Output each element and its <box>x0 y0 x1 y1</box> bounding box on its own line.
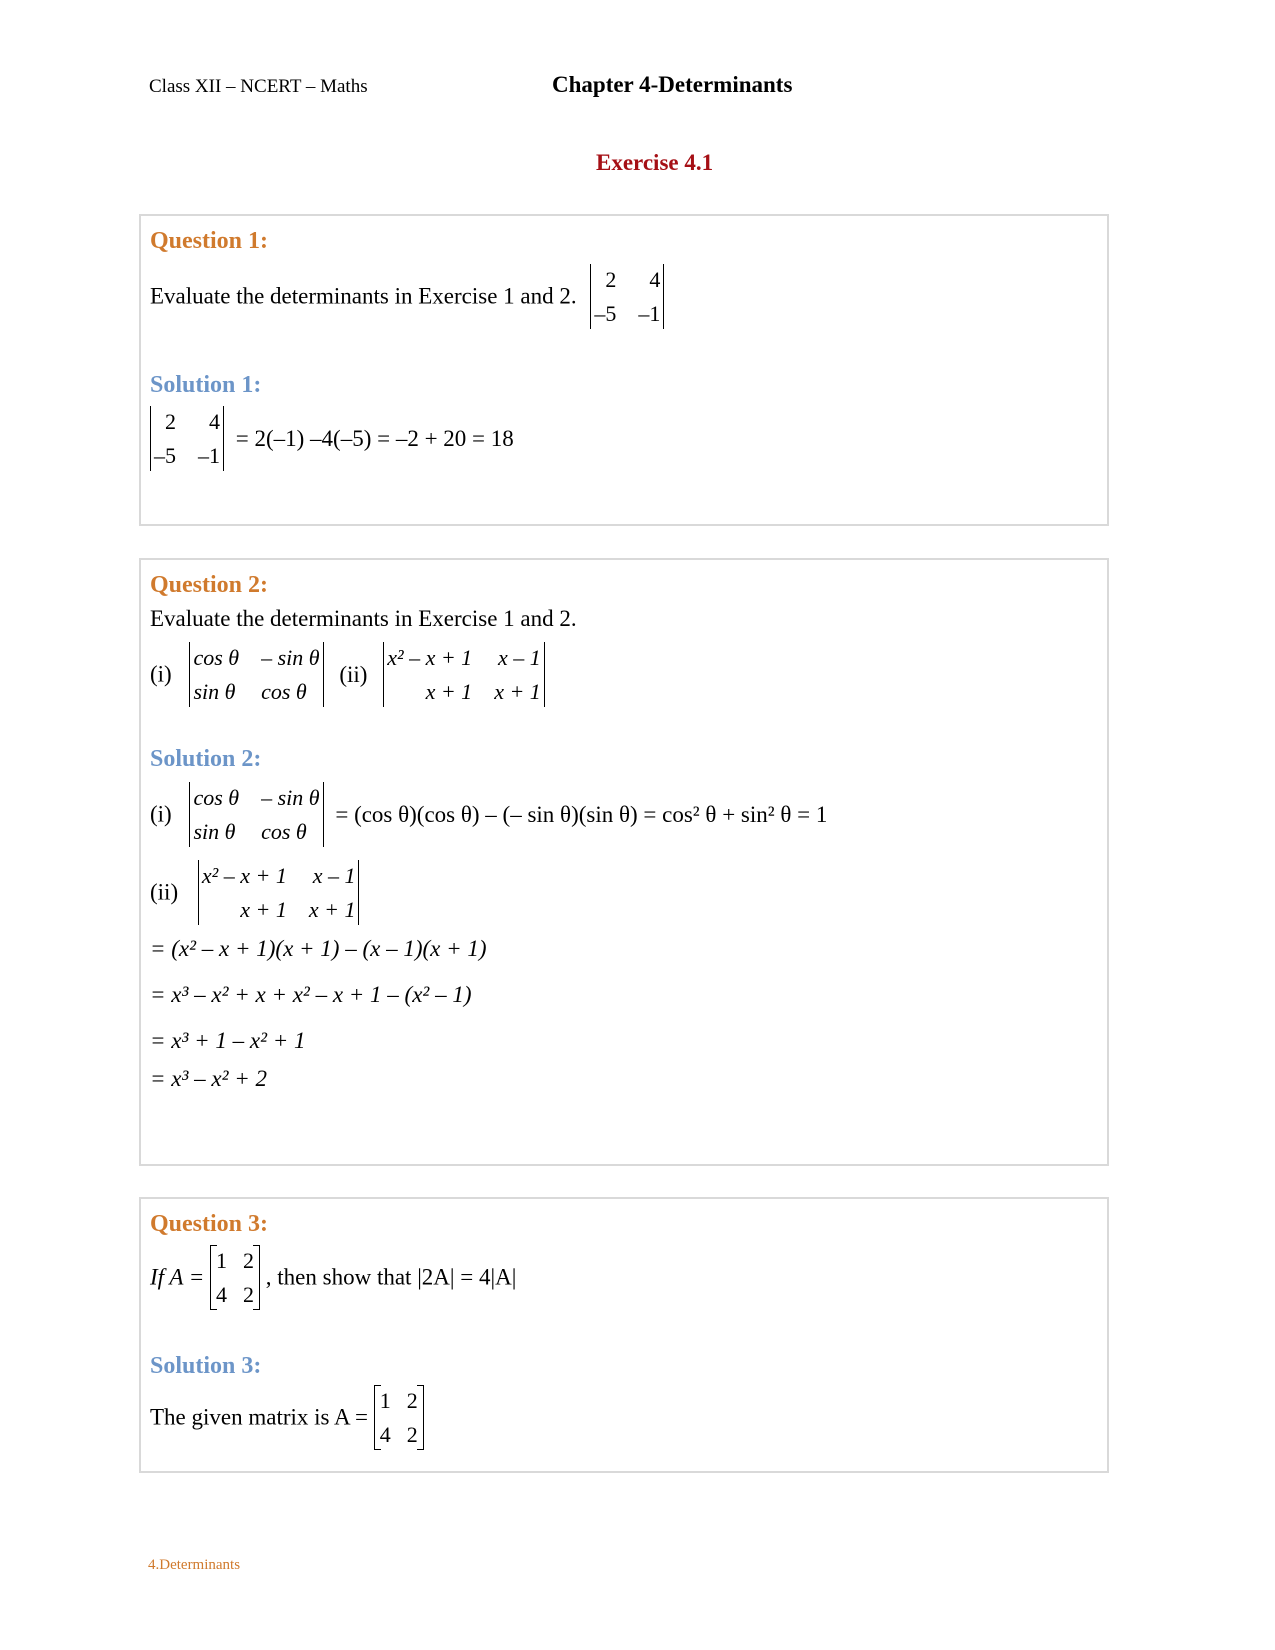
det-entry: cos θ <box>193 785 240 810</box>
exercise-title: Exercise 4.1 <box>596 150 714 175</box>
det-entry: sin θ <box>193 818 236 844</box>
question-2-text: Evaluate the determinants in Exercise 1 and 2. <box>150 606 577 631</box>
question-1-heading: Question 1: <box>150 228 269 254</box>
det-entry: x + 1 <box>425 678 473 704</box>
det-entry: –5 <box>594 300 617 326</box>
det-entry: x² – x + 1 <box>201 863 287 888</box>
det-entry: –1 <box>198 442 220 468</box>
det-entry: 2 <box>165 409 176 434</box>
question-3-prefix: If A = <box>150 1264 205 1290</box>
det-entry: –5 <box>154 442 176 468</box>
footer-chapter-label: 4.Determinants <box>148 1557 241 1573</box>
det-entry: – sin θ <box>261 785 320 810</box>
part-i-label: (i) <box>150 801 172 827</box>
det-entry: x + 1 <box>240 896 287 922</box>
matrix-entry: 2 <box>406 1388 418 1413</box>
matrix-entry: 4 <box>379 1421 391 1447</box>
solution-2-part-i-row <box>150 782 827 847</box>
det-entry: cos θ <box>261 678 307 704</box>
det-entry: –1 <box>638 300 661 326</box>
solution-2-expression-i: = (cos θ)(cos θ) – (– sin θ)(sin θ) = cos² θ + sin² θ = 1 <box>335 801 828 827</box>
question-1-determinant <box>590 264 664 329</box>
header-class-label: Class XII – NCERT – Maths <box>149 76 368 97</box>
solution-3-text: The given matrix is A = <box>150 1404 369 1430</box>
matrix-entry: 4 <box>216 1281 228 1307</box>
solution-2-step-4: = x³ – x² + 2 <box>150 1066 267 1091</box>
question-1-text: Evaluate the determinants in Exercise 1 and 2. <box>150 283 577 309</box>
det-entry: x – 1 <box>498 645 541 670</box>
solution-1-determinant <box>150 406 224 471</box>
det-entry: 4 <box>649 267 661 292</box>
matrix-entry: 1 <box>379 1388 391 1413</box>
matrix-entry: 1 <box>216 1248 228 1273</box>
det-entry: x + 1 <box>308 896 356 922</box>
matrix-entry: 2 <box>243 1281 255 1307</box>
question-1-text-row <box>150 264 664 329</box>
det-entry: – sin θ <box>261 645 320 670</box>
question-3-box <box>139 1197 1109 1473</box>
solution-2-part-ii-row <box>150 860 359 925</box>
solution-2-step-1: = (x² – x + 1)(x + 1) – (x – 1)(x + 1) <box>150 936 487 961</box>
det-entry: cos θ <box>261 818 307 844</box>
solution-2-determinant-ii <box>198 860 360 925</box>
question-3-matrix <box>210 1245 260 1310</box>
solution-2-heading: Solution 2: <box>150 746 262 772</box>
question-1-box <box>139 214 1109 526</box>
question-3-heading: Question 3: <box>150 1211 269 1237</box>
part-i-label: (i) <box>150 661 172 687</box>
solution-1-row <box>150 406 514 471</box>
question-2-determinant-i <box>189 642 323 707</box>
det-entry: 4 <box>209 409 220 434</box>
matrix-entry: 2 <box>406 1421 418 1447</box>
det-entry: x – 1 <box>312 863 356 888</box>
solution-2-determinant-i <box>189 782 323 847</box>
question-3-suffix: , then show that |2A| = 4|A| <box>265 1264 517 1290</box>
matrix-entry: 2 <box>243 1248 255 1273</box>
chapter-title: Chapter 4-Determinants <box>552 72 793 97</box>
det-entry: cos θ <box>193 645 240 670</box>
solution-1-expression: = 2(–1) –4(–5) = –2 + 20 = 18 <box>235 425 514 451</box>
solution-3-row <box>150 1385 424 1450</box>
question-2-determinant-ii <box>383 642 545 707</box>
det-entry: x² – x + 1 <box>387 645 473 670</box>
det-entry: 2 <box>605 267 617 292</box>
question-3-row <box>150 1245 516 1310</box>
solution-3-heading: Solution 3: <box>150 1353 262 1379</box>
det-entry: x + 1 <box>494 678 541 704</box>
solution-2-step-2: = x³ – x² + x + x² – x + 1 – (x² – 1) <box>150 982 472 1007</box>
question-2-determinants-row <box>150 642 545 707</box>
question-2-box <box>139 558 1109 1166</box>
det-entry: sin θ <box>193 678 236 704</box>
part-ii-label: (ii) <box>150 879 179 905</box>
solution-2-step-3: = x³ + 1 – x² + 1 <box>150 1028 306 1053</box>
solution-3-matrix <box>374 1385 424 1450</box>
part-ii-label: (ii) <box>339 661 368 687</box>
solution-1-heading: Solution 1: <box>150 372 262 398</box>
question-2-heading: Question 2: <box>150 572 269 598</box>
